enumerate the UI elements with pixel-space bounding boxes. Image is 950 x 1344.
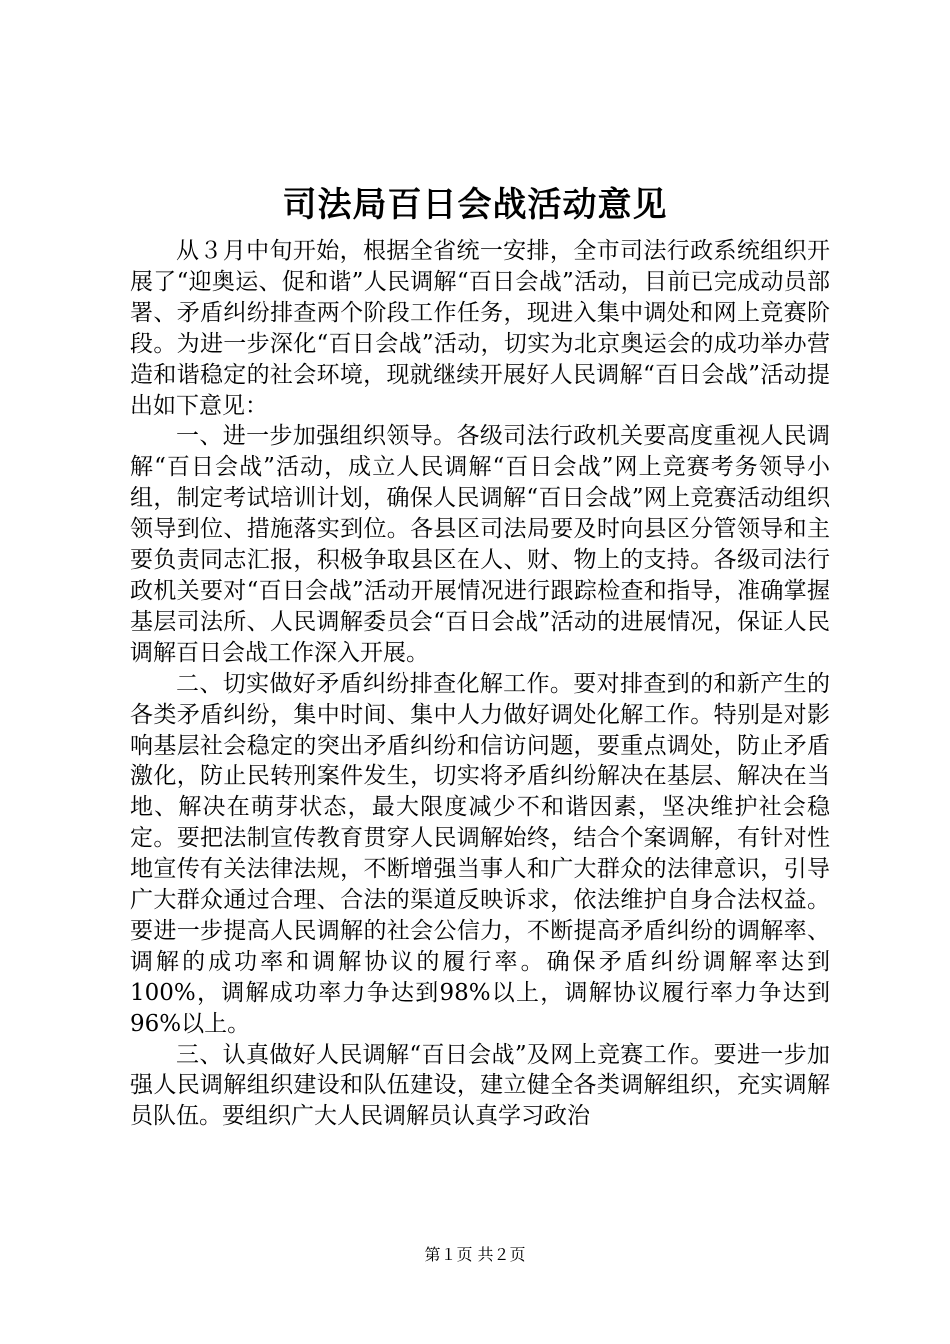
document-title: 司法局百日会战活动意见 (282, 185, 668, 225)
paragraph-section-2: 二、切实做好矛盾纠纷排查化解工作。要对排查到的和新产生的各类矛盾纠纷，集中时间、集中人力做好调处化解工作。特别是对影响基层社会稳定的突出矛盾纠纷和信访问题，要重点调处，防止矛盾激化，防止民转刑案件发生，切实将矛盾纠纷解决在基层、解决在当地、解决在萌芽状态，最大限度减少不和谐因素，坚决维护社会稳定。要把法制宣传教育贯穿人民调解始终，结合个案调解，有针对性地宣传有关法律法规，不断增强当事人和广大群众的法律意识，引导广大群众通过合理、合法的渠道反映诉求，依法维护自身合法权益。要进一步提高人民调解的社会公信力，不断提高矛盾纠纷的调解率、调解的成功率和调解协议的履行率。确保矛盾纠纷调解率达到100%，调解成功率力争达到98%以上，调解协议履行率力争达到96%以上。 (130, 670, 830, 1037)
paragraph-intro: 从３月中旬开始，根据全省统一安排，全市司法行政系统组织开展了“迎奥运、促和谐”人民调解“百日会战”活动，目前已完成动员部署、矛盾纠纷排查两个阶段工作任务，现进入集中调处和网上竞赛阶段。为进一步深化“百日会战”活动，切实为北京奥运会的成功举办营造和谐稳定的社会环境，现就继续开展好人民调解“百日会战”活动提出如下意见： (130, 238, 830, 419)
document-body (130, 236, 830, 1132)
paragraph-section-3: 三、认真做好人民调解“百日会战”及网上竞赛工作。要进一步加强人民调解组织建设和队伍建设，建立健全各类调解组织，充实调解员队伍。要组织广大人民调解员认真学习政治 (130, 1041, 830, 1130)
paragraph-section-1: 一、进一步加强组织领导。各级司法行政机关要高度重视人民调解“百日会战”活动，成立人民调解“百日会战”网上竞赛考务领导小组，制定考试培训计划，确保人民调解“百日会战”网上竞赛活动组织领导到位、措施落实到位。各县区司法局要及时向县区分管领导和主要负责同志汇报，积极争取县区在人、财、物上的支持。各级司法行政机关要对“百日会战”活动开展情况进行跟踪检查和指导，准确掌握基层司法所、人民调解委员会“百日会战”活动的进展情况，保证人民调解百日会战工作深入开展。 (130, 423, 830, 666)
page-footer: 第１页 共２页 (424, 1245, 526, 1264)
